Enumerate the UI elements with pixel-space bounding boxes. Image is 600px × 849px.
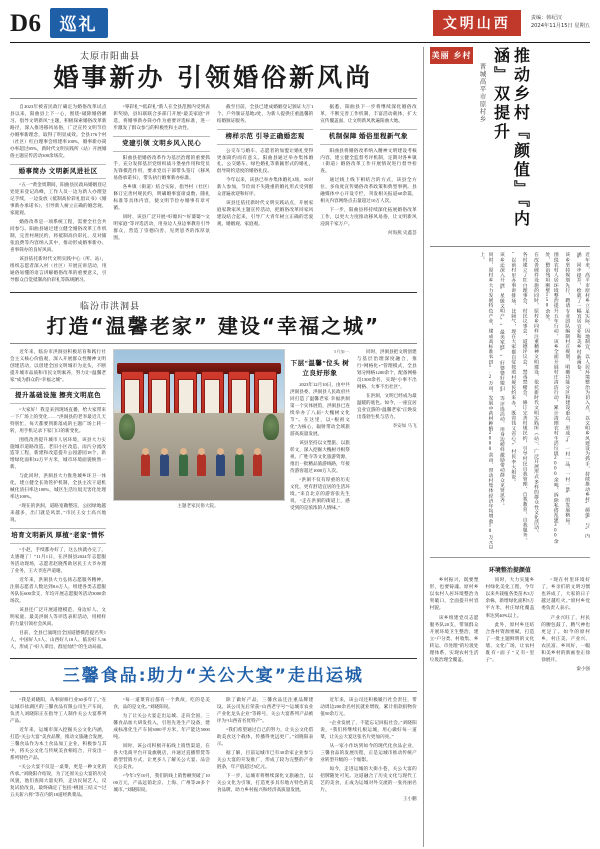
photo-person bbox=[179, 454, 188, 476]
article4-sub-col-2 bbox=[485, 576, 534, 672]
paragraph: 该县还依托新时代文明实践站点，开展家庭家教家风主题宣传活动，把婚俗改革同家风建设结合起来，引导广大青年树立正确的恋爱观、婚姻观、家庭观。 bbox=[216, 200, 314, 227]
paragraph: 同时，洪洞县把文明创建与基层治理深度融合，推行“网格化+”管理模式，全县划分网格1200余个，配备网格员1500余名，实现“小事不出网格、大事不出社区”。 bbox=[356, 348, 417, 389]
article-marriage-reform bbox=[10, 47, 417, 286]
paragraph: 近年来，临汾市洪洞县积极培育和践行社会主义核心价值观，深入开展群众性精神文明创建活动，以创建全国文明城市为龙头，不断提升城市品质和市民文明素养，努力让“温馨老家”成为群众的“幸福之城”。 bbox=[10, 348, 106, 382]
article-hongtong bbox=[10, 292, 417, 653]
paragraph: 近年来，洪洞县大力弘扬志愿服务精神，注册志愿者人数达到8.6万人，组建各类志愿服务队伍600余支，年均开展志愿服务活动3000余场次。 bbox=[10, 576, 106, 603]
divider bbox=[10, 98, 417, 99]
article3-headline: 三馨食品:助力“关公大宴”走出运城 bbox=[62, 665, 364, 686]
divider bbox=[430, 246, 590, 247]
article4-header bbox=[430, 47, 590, 237]
paragraph: 围绕改善提升城市人居环境，该县大力实施城市道路改造、老旧小区改造、雨污分流改造等工程，新建和改造提升公园游园18个，新增绿化面积32万平方米，城市环境面貌焕然一新。 bbox=[10, 436, 106, 470]
article1-col-4 bbox=[320, 104, 416, 286]
paragraph: 同时，该公司积极开拓线上销售渠道，在各大电商平台开设旗舰店，并通过直播带货等新型营销方式，让更多人了解关公大宴、品尝关公美食。 bbox=[113, 742, 210, 769]
photo-person bbox=[141, 454, 150, 476]
article3-col-1 bbox=[10, 697, 106, 803]
main-column bbox=[10, 47, 417, 847]
page-body bbox=[10, 47, 590, 847]
paragraph: “现在村里环境好了，乡亲们的文明习惯也养成了，大家的日子越过越红火。”原村乡党委负责人表示。 bbox=[541, 577, 591, 611]
paragraph: 与此同时，洪洞县大力推进城乡环卫一体化，建立健全长效管护机制，全县主次干道机械化清扫率达100%，城区生活垃圾无害化处理率达100%。 bbox=[10, 473, 106, 500]
paragraph: 该县坚持以文塑旅、以旅彰文，深入挖掘大槐树寻根祭祖、广胜寺等文化旅游资源，推出一批精品旅游线路，年接待游客超过1000万人次。 bbox=[290, 439, 350, 473]
paragraph: 自2023年被省民政厅确定为婚俗改革试点县以来，阳曲县上下一心，围绕“破除婚俗陋习、倡导文明新风”主题，积极探索婚俗改革新路径，深入推进移风易俗，广泛宣传文明节俭办婚事新理念，取得了明显成效。全县176个村（社区）红白理事会组建率100%，婚事新办简办率超过85%，新时代文明实践所（站）开展婚俗主题宣传活动300余场次。 bbox=[10, 103, 107, 158]
paragraph: “关公大宴不仅是一桌菜，更是一种文化的传承。”刘晓阳介绍说，为了还原关公大宴的历史风貌，他们查阅大量史料，走访民间艺人，反复试验改良，最终确定了包括“桃园三结义”“过五关斩六将”等在内的18道经典菜品。 bbox=[10, 763, 107, 797]
masthead bbox=[10, 8, 590, 43]
article1-byline: 何海燕 史鑫荟 bbox=[387, 230, 417, 236]
paragraph: “五一”黄金周期间，阳曲县民政局婚姻登记处迎来登记高峰，工作人员一边为新人办理登记手续，一边发放《抵制高价彩礼倡议书》《婚事新办承诺书》，引导新人树立正确的婚恋观、家庭观。 bbox=[10, 182, 107, 216]
paragraph: 据了解，目前运城市已有30余家企业参与关公大宴的开发推广，形成了较为完整的产业链条，年产值超过5亿元。 bbox=[216, 749, 314, 769]
photo-tree bbox=[263, 414, 279, 440]
article2-byline: 李安如 马飞 bbox=[392, 422, 417, 428]
article4-sub-col-3 bbox=[541, 576, 590, 672]
paragraph: 目前，全县已涌现出全国道德模范提名奖1人、中国好人5人、山西好人18人、临汾好人36人，形成了“好人辈出、群星灿烂”的生动局面。 bbox=[10, 629, 106, 649]
article1-columns bbox=[10, 104, 417, 286]
article2-col-3 bbox=[290, 349, 350, 653]
paragraph: 同时，该县广泛开展“好媳妇”“好婆婆”“文明家庭”等评选活动，用身边人身边事教育引导群众，营造了崇德向善、见贤思齐的浓厚氛围。 bbox=[113, 214, 210, 241]
photo-person bbox=[253, 454, 262, 476]
article1-col-3 bbox=[217, 104, 313, 286]
photo-person bbox=[197, 454, 206, 476]
article4-body-col-1: 近年来，高平市原村乡立足实际、因地制宜，以人居环境整治为切入点，以文明乡风建设为抓手，持续推动乡村“颜值”与“内涵”同步提升，绘就了一幅宜居宜业和美乡村新画卷。 bbox=[575, 252, 589, 539]
article2-kicker: 临汾市洪洞县 bbox=[80, 300, 141, 311]
article2-subhead-1: 提升基础设施 擦亮文明底色 bbox=[10, 388, 106, 404]
photo-person bbox=[235, 454, 244, 476]
photo-person bbox=[216, 454, 225, 476]
article3-col-2 bbox=[113, 697, 209, 803]
paragraph: 各乡镇（街道）结合实际，指导村（社区）修订完善村规民约，明确婚事宴席桌数、随礼标准等具体内容，使文明节俭办婚事有章可循。 bbox=[113, 184, 210, 211]
article2-col-4 bbox=[357, 349, 417, 653]
masthead-right bbox=[433, 10, 590, 36]
article4-body-col-2: 该乡坚持规划先行，聘请专业团队编制村庄规划，明确功能分区和建设重点，形成了“一村一品、一村一景”的发展格局。 bbox=[564, 252, 570, 528]
article1-subhead-3: 榜样示范 引导正确婚恋观 bbox=[217, 129, 313, 145]
paragraph: 同时，大力实施乡村绿化美化工程，今年以来共栽植各类苗木3万余株，新增绿化面积5万平方米，村庄绿化覆盖率达到40%以上。 bbox=[485, 577, 535, 618]
paragraph: “零彩礼”“低彩礼”新人在全县范围内受到表彰奖励，县妇联联合多部门开展“最美家庭”评选，将婚事新办简办作为重要评选标准，进一步激发了群众参与的积极性和主动性。 bbox=[113, 103, 210, 130]
article4-byline: 秦小强 bbox=[576, 666, 591, 672]
section-badge: 巡礼 bbox=[50, 8, 108, 38]
paragraph: 如今，走进运城的大街小巷，关公大宴的招牌随处可见。这道融合了历史文化与现代工艺的美食，正成为运城对外交流的一张亮丽名片。 bbox=[320, 765, 417, 792]
paragraph: “今年1至10月，我们的线上销售额突破了1000万元，产品远销北京、上海、广州等20多个城市。”刘晓阳说。 bbox=[113, 772, 210, 792]
paragraph: 通过线上线下相结合的方式，该县全方位、多角度宣传婚俗改革政策和典型事例。县融媒体中心开设专栏，刊发相关报道60余篇，相关内容网络点击量超过10万人次。 bbox=[320, 177, 417, 204]
photo-person bbox=[160, 454, 169, 476]
paragraph: “每一道菜背后都有一个典故，吃的是美食，品的是文化。”刘晓阳说。 bbox=[113, 696, 210, 709]
article2-photo-block bbox=[113, 349, 283, 653]
article2-columns bbox=[10, 349, 417, 653]
masthead-meta bbox=[531, 15, 590, 31]
publication-brand: 文明山西 bbox=[433, 10, 521, 36]
paragraph: 据悉，阳曲县下一步将继续深化婚俗改革，不断完善工作机制，丰富活动载体，扩大宣传覆盖面，让文明新风吹遍阳曲大地。 bbox=[320, 103, 417, 123]
article4-sub-subhead: 环境整治提颜值 bbox=[488, 568, 531, 574]
article-sanxin-food bbox=[10, 658, 417, 803]
paragraph: 该县还广泛开展道德模范、身边好人、文明家庭、最美洪洞人等评选表彰活动，用榜样的力量引领社会风尚。 bbox=[10, 606, 106, 626]
masthead-left bbox=[10, 8, 108, 38]
paragraph: 乡村振兴，既要塑形，也要铸魂。原村乡以农村人居环境整治为突破口，全面提升村容村貌。 bbox=[429, 577, 479, 611]
paragraph: 在洪洞，文明已经成为最温暖的底色。如今，一座宜居宜业宜游的“温馨老家”正焕发出蓬勃生机与活力。 bbox=[356, 392, 417, 419]
article2-headline: 打造“温馨老家” 建设“幸福之城” bbox=[46, 313, 381, 338]
article4-headline: 推动乡村『颜值』『内涵』双提升 bbox=[491, 47, 531, 229]
masthead-editor: 责编：韩纪汉 bbox=[530, 15, 562, 22]
article1-subhead-2: 党建引领 文明乡风入民心 bbox=[113, 136, 209, 152]
sidebar-column bbox=[423, 47, 590, 847]
paragraph: 截至目前，全县已建成婚姻登记颁证大厅1个、户外颁证基地2处，为新人提供庄重温馨的结婚颁证服务。 bbox=[216, 103, 314, 123]
article4-body bbox=[430, 252, 590, 552]
article1-subhead-4: 机制保障 婚俗里程新气象 bbox=[320, 129, 416, 145]
paragraph: 除了做好产品，三馨食品还注重品牌建设。该公司先后荣获“山西老字号”“运城市农业产业化龙头企业”等称号，关公大宴系列产品被评为“山西省名优特产”。 bbox=[216, 696, 314, 723]
article4-sub-columns bbox=[430, 576, 590, 672]
article1-col-2 bbox=[113, 104, 209, 286]
article2-col-1 bbox=[10, 349, 106, 653]
article4-sub-col-1 bbox=[430, 576, 479, 672]
photo-caption: 主题老家民俗大院。 bbox=[177, 502, 219, 508]
paragraph: “我们希望通过自己的努力，让关公文化借助美食这个载体，传播得更远更广。”刘晓阳表示。 bbox=[216, 726, 314, 746]
article4-body-col-7: 该乡还深入开展“星级文明户”“最美家庭”“好婆婆好媳妇”等评选活动，用身边榜样激励带动群众见贤思齐。 bbox=[498, 252, 504, 509]
article4-body-col-4: 在改善硬件设施的同时，原村乡同样注重精神文明建设，依托新时代文明实践所（站），广泛开展形式多样的群众性文化活动。 bbox=[533, 252, 539, 536]
article1-subhead-1: 婚事简办 文明新风进社区 bbox=[10, 164, 106, 180]
paragraph: 该县依托新时代文明实践中心（所、站），组织志愿者深入村（社区）开展宣讲活动，用通俗易懂的语言讲解婚俗改革的重要意义，引导群众自觉抵制高价彩礼等陈规陋习。 bbox=[10, 256, 107, 282]
article1-kicker: 太原市阳曲县 bbox=[80, 51, 141, 61]
article1-col-1 bbox=[10, 104, 106, 286]
article4-kicker: 晋城高平市原村乡 bbox=[478, 63, 486, 123]
article2-tiny-note: 5月加一. bbox=[334, 348, 350, 354]
paragraph: “大家好！我是来到现场直播，给大家带来一下广场上的变化……”洪洞县的老李最近几天特别忙，每天都要到新落成的主题广场上转一转，用手机记录下家门口的新变化。 bbox=[10, 406, 106, 433]
paragraph: 此外，原村乡还结合各村资源禀赋，打造了一批主题鲜明的文化墙、文化广场，让农村既有“面子”又有“里子”。 bbox=[485, 621, 535, 663]
article2-subhead-2: 培育文明新风 厚植“老家”情怀 bbox=[10, 528, 106, 544]
article3-byline: 王小鹏 bbox=[402, 795, 417, 801]
paragraph: 产业兴旺了，村民的腰包鼓了，精气神也更足了。如今的原村乡，村庄美、产业兴、农民富、乡风好，一幅和美乡村的新画卷正徐徐展开。 bbox=[541, 614, 591, 663]
article3-col-4 bbox=[320, 697, 416, 803]
divider bbox=[10, 691, 417, 692]
paragraph: “现在的洪洞，道路宽敞整洁，公园绿地越来越多，出门就是风景。”市民王女士高兴地说。 bbox=[10, 503, 106, 523]
paragraph: 近年来，运城市深入挖掘关公文化内涵，打造“关公大宴”美食品牌，推动文旅融合发展。三馨食品作为本土食品加工企业，积极参与其中，将关公文化与传统美食相结合，开发出一系列特色产品。 bbox=[10, 726, 107, 760]
paragraph: 阳曲县把婚俗改革作为基层治理的重要抓手，充分发挥基层党组织战斗堡垒作用和党员先锋模范作用，要求党员干部带头签订《移风易俗承诺书》，带头执行婚事新办标准。 bbox=[113, 154, 210, 181]
paragraph: 阳曲县将婚俗改革纳入精神文明建设考核内容，建立健全监督考评机制，定期对各乡镇（街道）婚俗改革工作开展情况进行督导检查。 bbox=[320, 147, 417, 174]
paragraph: “我是刘晓阳，从事厨师行业30多年了。”在运城市盐湖区的三馨食品有限公司生产车间，负责人刘晓阳正在指导工人制作关公大宴系列产品。 bbox=[10, 696, 107, 723]
article4-body-col-6: “以前村里办事讲排场、比阔气，现在大家都自觉按照村规民约来办，既省钱又省心。”村民李大姐说。 bbox=[510, 252, 516, 485]
paragraph: “小赵，手续都办好了，这么快就办完了，太感谢了！”11月1日，在洪洞县2024年志愿服务活动现场，志愿者赵晓帮助居民王大爷办理了业务，王大爷连声道谢。 bbox=[10, 547, 106, 573]
article3-columns bbox=[10, 697, 417, 803]
masthead-date: 2024年11月15日 星期五 bbox=[530, 23, 590, 29]
article4-body-col-5: 各村建立了红白理事会、村民议事会、道德评议会、禁毒禁赌会，修订完善村规民约，引导村民自我管理、自我教育、自我服务。 bbox=[521, 252, 527, 543]
divider bbox=[10, 343, 417, 344]
article3-col-3 bbox=[217, 697, 313, 803]
article2-subhead-3: 下层“温馨”位头 树立良好形象 bbox=[290, 360, 350, 378]
paragraph: 婚俗改革是一项系统工程，需要全社会共同参与。阳曲县通过建立健全婚俗改革工作机制，完善村规民约，将抵制高价彩礼、反对铺张浪费等内容纳入其中，推动形成婚事新办、喜事简办的良好风尚。 bbox=[10, 219, 107, 253]
paragraph: 从一家小作坊到如今的现代化食品企业，三馨食品的发展历程，正是运城市推动传统产业转型升级的一个缩影。 bbox=[320, 742, 417, 762]
paragraph: 下一步，运城市将继续深化文旅融合，以关公文化为引领，打造更多具有地方特色的美食品牌，助力乡村振兴和经济高质量发展。 bbox=[216, 772, 314, 792]
paragraph: 公交车与婚车、志愿者的加盟让婚礼变得更加简约而有意义。阳曲县通过举办集体婚礼、公交婚车、绿色婚礼等新颖形式的婚礼，倡导简约适度的婚俗礼仪。 bbox=[216, 147, 314, 174]
page-number: D6 bbox=[10, 9, 42, 37]
photo-folk-courtyard bbox=[113, 349, 285, 501]
paragraph: “企业发展了，不能忘记回报社会。”刘晓阳说，“我们将继续扎根运城，用心做好每一道菜，让关公大宴这张名片更加闪亮。” bbox=[320, 719, 417, 739]
article4-body-col-8: 同时，原村乡大力发展特色产业，建成高标准农田1.2万亩，发展中药材种植2000余亩，带动村集体经济年均增收10万元以上。 bbox=[479, 252, 493, 550]
article4-body-col-3: 围绕农村人居环境整治提升五年行动，该乡全面开展村庄清洁行动，累计清理农村生活垃圾2000余吨，拆除私搭乱建300余处，整治残垣断壁150余处。 bbox=[544, 252, 558, 545]
paragraph: 下一步，阳曲县将持续深化拓展婚俗改革工作，以更大力度推动移风易俗，让文明新风浸润千家万户。 bbox=[320, 207, 417, 227]
paragraph: 该乡组建党员志愿服务队20支，带领群众开展环境卫生整治，建立“户分类、村收集、乡转运、市处理”的垃圾处理体系，实现农村生活垃圾治理全覆盖。 bbox=[429, 614, 479, 663]
paragraph: 2023年12月10日，由中共洪洞县委、洪洞县人民政府共同打造了温馨老家·幸福洪洞第一个实体展馆，洪洞县已连续举办了八届“大槐树文化节”。在这里，以“根祖文化”为核心，辐射带动全域旅游高质量发展。 bbox=[290, 382, 350, 436]
article4-sub-section bbox=[430, 557, 590, 672]
photo-tree bbox=[119, 414, 135, 440]
paragraph: 近年来，该公司还积极履行社会责任，带动周边200余名村民就业增收，累计捐款捐物价值50余万元。 bbox=[320, 696, 417, 716]
paragraph: “洪洞不仅有厚重的历史文化，更有舒适宜居的生活环境。”来自北京的游客张先生说，“走在洪洞的街道上，感受到的是浓浓的人情味。” bbox=[290, 476, 350, 510]
beautiful-village-badge: 美丽 乡村 bbox=[430, 47, 474, 64]
paragraph: 今年以来，该县已举办集体婚礼3场，50对新人参加，节俭而不失隆重的婚礼形式受到群众普遍欢迎和好评。 bbox=[216, 177, 314, 197]
article1-headline: 婚事新办 引领婚俗新风尚 bbox=[53, 63, 374, 92]
paragraph: 为了让关公大宴走出运城、走向全国，三馨食品加大研发投入，引进先进生产设备，建成标准化生产车间3000平方米，年产能达5000吨。 bbox=[113, 712, 210, 739]
